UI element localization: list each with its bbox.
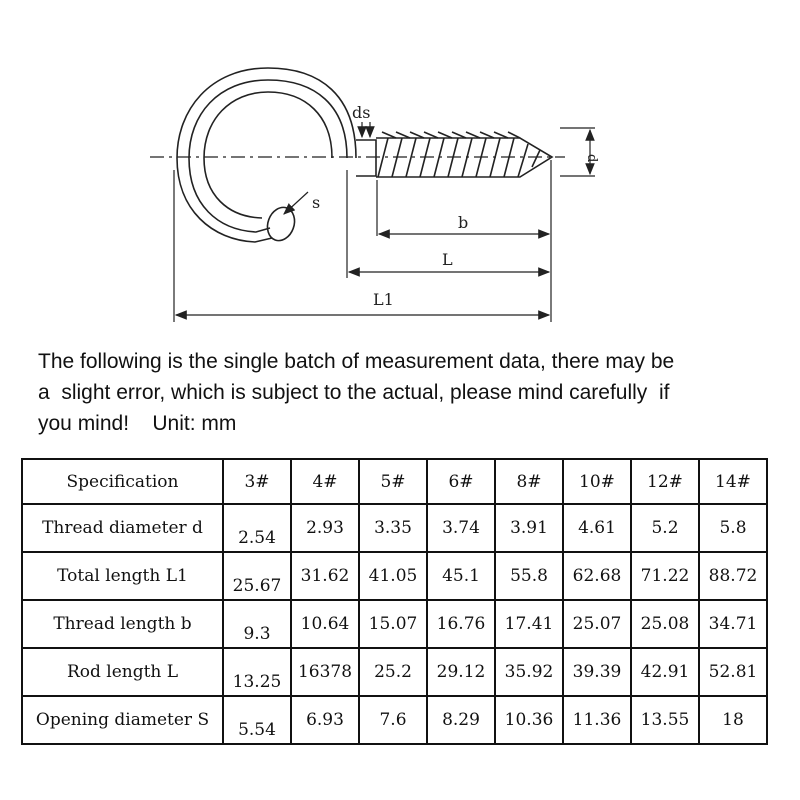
table-cell: 16.76 <box>427 600 495 648</box>
table-row <box>22 696 767 744</box>
note-line: The following is the single batch of measurement data, there may be <box>38 350 675 373</box>
row-label: Opening diameter S <box>22 696 223 744</box>
column-header: 4# <box>291 459 359 504</box>
column-header: 3# <box>223 459 291 504</box>
table-cell: 25.2 <box>359 648 427 696</box>
table-cell: 55.8 <box>495 552 563 600</box>
column-header: 6# <box>427 459 495 504</box>
table-cell: 18 <box>699 696 767 744</box>
specification-table <box>21 458 768 745</box>
table-cell: 8.29 <box>427 696 495 744</box>
table-cell: 71.22 <box>631 552 699 600</box>
table-cell: 2.54 <box>223 504 291 552</box>
table-cell: 10.64 <box>291 600 359 648</box>
table-cell: 31.62 <box>291 552 359 600</box>
table-cell: 4.61 <box>563 504 631 552</box>
column-header: 8# <box>495 459 563 504</box>
table-row <box>22 648 767 696</box>
table-cell: 5.54 <box>223 696 291 744</box>
table-row <box>22 600 767 648</box>
table-cell: 5.2 <box>631 504 699 552</box>
table-cell: 13.25 <box>223 648 291 696</box>
column-header: 10# <box>563 459 631 504</box>
label-ds: ds <box>352 103 371 122</box>
table-cell: 17.41 <box>495 600 563 648</box>
table-cell: 52.81 <box>699 648 767 696</box>
column-header: Specification <box>22 459 223 504</box>
table-cell: 6.93 <box>291 696 359 744</box>
table-cell: 3.91 <box>495 504 563 552</box>
table-cell: 41.05 <box>359 552 427 600</box>
table-cell: 35.92 <box>495 648 563 696</box>
hook-ring <box>177 68 356 244</box>
label-L1: L1 <box>373 290 394 309</box>
table-cell: 9.3 <box>223 600 291 648</box>
table-cell: 39.39 <box>563 648 631 696</box>
table-cell: 5.8 <box>699 504 767 552</box>
table-cell: 42.91 <box>631 648 699 696</box>
label-b: b <box>458 213 469 232</box>
label-d: d <box>584 154 599 163</box>
table-cell: 62.68 <box>563 552 631 600</box>
table-cell: 11.36 <box>563 696 631 744</box>
label-s: s <box>312 193 321 212</box>
note-line: you mind! Unit: mm <box>38 412 237 435</box>
table-row <box>22 504 767 552</box>
row-label: Thread length b <box>22 600 223 648</box>
table-header-row <box>22 459 767 504</box>
column-header: 12# <box>631 459 699 504</box>
dimension-lines <box>176 122 590 315</box>
column-header: 5# <box>359 459 427 504</box>
column-header: 14# <box>699 459 767 504</box>
table-cell: 3.35 <box>359 504 427 552</box>
table-cell: 13.55 <box>631 696 699 744</box>
table-cell: 25.07 <box>563 600 631 648</box>
row-label: Rod length L <box>22 648 223 696</box>
label-L: L <box>442 250 453 269</box>
row-label: Thread diameter d <box>22 504 223 552</box>
screw-hook-diagram <box>0 0 800 340</box>
table-cell: 29.12 <box>427 648 495 696</box>
table-cell: 3.74 <box>427 504 495 552</box>
table-cell: 10.36 <box>495 696 563 744</box>
table-cell: 88.72 <box>699 552 767 600</box>
table-cell: 25.67 <box>223 552 291 600</box>
table-cell: 25.08 <box>631 600 699 648</box>
table-cell: 16378 <box>291 648 359 696</box>
table-cell: 2.93 <box>291 504 359 552</box>
table-row <box>22 552 767 600</box>
screw-shank <box>356 132 552 177</box>
table-cell: 15.07 <box>359 600 427 648</box>
table-cell: 45.1 <box>427 552 495 600</box>
table-cell: 7.6 <box>359 696 427 744</box>
note-line: a slight error, which is subject to the actual, please mind carefully if <box>38 381 670 404</box>
table-cell: 34.71 <box>699 600 767 648</box>
row-label: Total length L1 <box>22 552 223 600</box>
measurement-note <box>38 346 778 439</box>
